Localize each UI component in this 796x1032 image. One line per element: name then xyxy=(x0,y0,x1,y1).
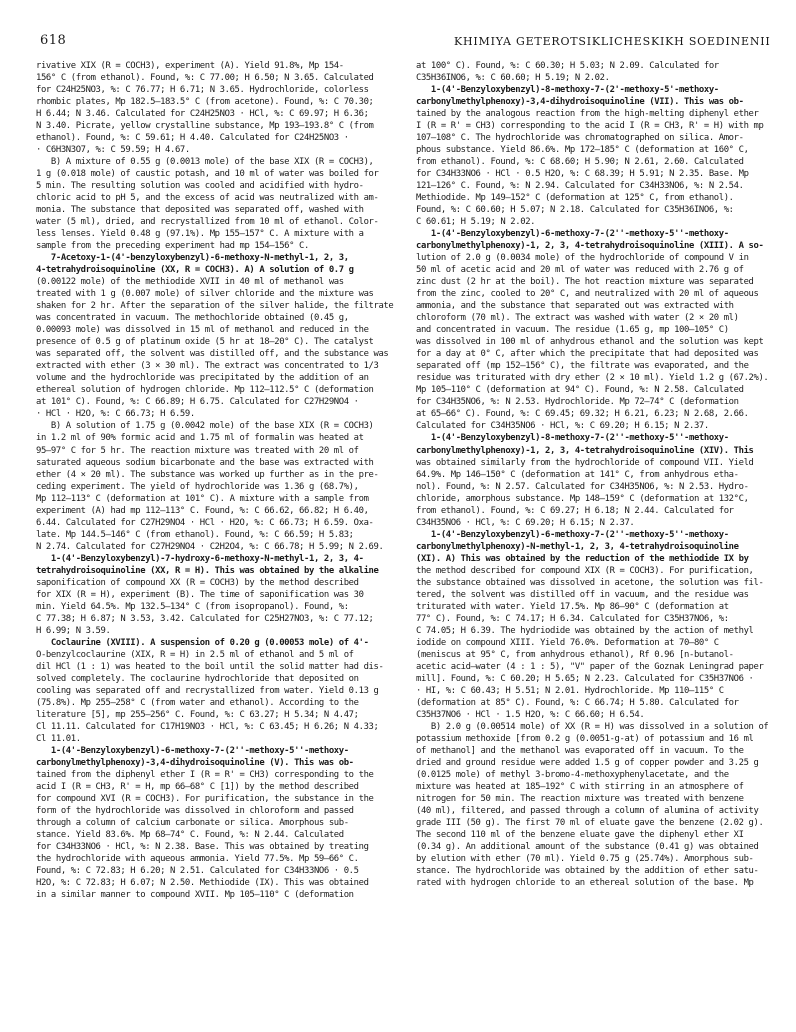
text-line: (40 ml), filtered, and passed through a column of alumina of activity xyxy=(416,805,759,816)
text-line: from the zinc, cooled to 20° C, and neutralized with 20 ml of aqueous xyxy=(416,289,759,300)
text-line: triturated with water. Yield 17.5%. Mp 86–90° C (deformation at xyxy=(416,601,729,612)
text-line: and concentrated in vacuum. The residue (1.65 g, mp 100–105° C) xyxy=(416,325,729,336)
text-line: Calculated for C34H35NO6 · HCl, %: C 69.20; H 6.15; N 2.37. xyxy=(416,421,709,432)
text-line: treated with 1 g (0.007 mole) of silver chloride and the mixture was xyxy=(36,289,374,300)
text-line: was obtained similarly from the hydrochloride of compound VII. Yield xyxy=(416,457,754,468)
text-line: C34H35NO6 · HCl, %: C 69.20; H 6.15; N 2.37. xyxy=(416,517,635,528)
text-line: carbonylmethylphenoxy)-3,4-dihydroisoquinoline (V). This was ob- xyxy=(36,757,354,768)
text-line: C 74.05; H 6.39. The hydriodide was obtained by the action of methyl xyxy=(416,625,754,636)
text-line: Found, %: C 72.83; H 6.20; N 2.51. Calculated for C34H33NO6 · 0.5 xyxy=(36,866,359,877)
text-line: by elution with ether (70 ml). Yield 0.75 g (25.74%). Amorphous sub- xyxy=(416,854,754,865)
text-line: The second 110 ml of the benzene eluate gave the diphenyl ether XI xyxy=(416,830,744,840)
text-line: C35H36INO6, %: C 60.60; H 5.19; N 2.02. xyxy=(416,73,610,84)
text-line: 4-tetrahydroisoquinoline (XX, R = COCH3). A) A solution of 0.7 g xyxy=(36,265,354,276)
text-line: mill]. Found, %: C 60.20; H 5.65; N 2.23. Calculated for C35H37NO6 · xyxy=(416,673,754,684)
text-line: rated with hydrogen chloride to an ethereal solution of the base. Mp xyxy=(416,878,754,889)
text-line: N 3.40. Picrate, yellow crystalline substance, Mp 193–193.8° C (from xyxy=(36,121,374,132)
page-number: 618 xyxy=(40,33,67,48)
text-line: residue was triturated with dry ether (2 × 10 ml). Yield 1.2 g (67.2%). xyxy=(416,373,769,384)
text-line: ammonia, and the substance that separated out was extracted with xyxy=(416,301,734,312)
text-line: in a similar manner to compound XVII. Mp 105–110° C (deformation xyxy=(36,890,354,901)
text-line: H 6.99; N 3.59. xyxy=(36,625,111,636)
text-line: dil HCl (1 : 1) was heated to the boil until the solid matter had dis- xyxy=(36,661,384,672)
text-line: carbonylmethylphenoxy)-1, 2, 3, 4-tetrahydroisoquinoline (XIV). This xyxy=(416,445,754,456)
text-line: carbonylmethylphenoxy)-N-methyl-1, 2, 3, 4-tetrahydroisoquinoline xyxy=(416,541,739,552)
text-line: for C24H25NO3, %: C 76.77; H 6.71; N 3.65. Hydrochloride, colorless xyxy=(36,85,369,96)
text-line: 1-(4'-Benzyloxybenzyl)-6-methoxy-7-(2''-methoxy-5''-methoxy- xyxy=(36,745,349,756)
text-line: (deformation at 85° C). Found, %: C 66.74; H 5.80. Calculated for xyxy=(416,697,739,708)
text-line: B) A mixture of 0.55 g (0.0013 mole) of the base XIX (R = COCH3), xyxy=(36,157,374,168)
text-line: at 65–66° C). Found, %: C 69.45; 69.32; H 6.21, 6.23; N 2.68, 2.66. xyxy=(416,409,749,420)
text-line: in 1.2 ml of 90% formic acid and 1.75 ml of formalin was heated at xyxy=(36,433,364,444)
text-line: min. Yield 64.5%. Mp 132.5–134° C (from isopropanol). Found, %: xyxy=(36,601,349,612)
text-line: iodide on compound XIII. Yield 76.0%. Deformation at 70–80° C xyxy=(416,637,719,648)
text-line: 50 ml of acetic acid and 20 ml of water was reduced with 2.76 g of xyxy=(416,265,744,276)
text-line: the hydrochloride with aqueous ammonia. Yield 77.5%. Mp 59–66° C. xyxy=(36,854,359,865)
text-line: from ethanol). Found, %: C 69.27; H 6.18; N 2.44. Calculated for xyxy=(416,505,734,516)
text-line: chloroform (70 ml). The extract was washed with water (2 × 20 ml) xyxy=(416,313,739,324)
text-line: experiment (A) had mp 112–113° C. Found, %: C 66.62, 66.82; H 6.40, xyxy=(36,505,369,516)
text-line: water (5 ml), dried, and recrystallized from 10 ml of ethanol. Color- xyxy=(36,217,379,228)
text-line: Found, %: C 60.60; H 5.07; N 2.18. Calculated for C35H36INO6, %: xyxy=(416,205,734,216)
text-line: · HI, %: C 60.43; H 5.51; N 2.01. Hydrochloride. Mp 110–115° C xyxy=(416,685,724,696)
text-line: Cl 11.01. xyxy=(36,733,81,744)
text-line: form of the hydrochloride was dissolved in chloroform and passed xyxy=(36,805,354,816)
text-line: from ethanol). Found, %: C 68.60; H 5.90; N 2.61, 2.60. Calculated xyxy=(416,157,744,168)
text-line: for compound XVI (R = COCH3). For purification, the substance in the xyxy=(36,793,374,804)
text-line: tained by the analogous reaction from the high-melting diphenyl ether xyxy=(416,109,759,120)
text-line: cooling was separated off and recrystallized from water. Yield 0.13 g xyxy=(36,685,379,696)
text-line: 107–108° C. The hydrochloride was chromatographed on silica. Amor- xyxy=(416,133,744,144)
text-line: ethanol). Found, %: C 59.61; H 4.40. Calculated for C24H25NO3 · xyxy=(36,133,349,144)
text-line: 121–126° C. Found, %: N 2.94. Calculated for C34H33NO6, %: N 2.54. xyxy=(416,181,744,192)
text-line: Mp 105–110° C (deformation at 94° C). Found, %: N 2.58. Calculated xyxy=(416,385,744,396)
text-line: solved completely. The coclaurine hydrochloride that deposited on xyxy=(36,673,359,684)
text-line: (0.34 g). An additional amount of the substance (0.41 g) was obtained xyxy=(416,842,759,853)
text-line: the substance obtained was dissolved in acetone, the solution was fil- xyxy=(416,577,764,588)
text-line: literature [5], mp 255–256° C. Found, %: C 63.27; H 5.34; N 4.47; xyxy=(36,709,359,720)
text-line: late. Mp 144.5–146° C (from ethanol). Found, %: C 66.59; H 5.83; xyxy=(36,529,354,540)
text-line: 0.00093 mole) was dissolved in 15 ml of methanol and reduced in the xyxy=(36,325,369,336)
text-line: (meniscus at 95° C, from anhydrous ethanol), Rf 0.96 [n-butanol- xyxy=(416,649,734,660)
text-line: acid I (R = CH3, R' = H, mp 66–68° C [1]) by the method described xyxy=(36,781,359,792)
text-line: I (R = R' = CH3) corresponding to the acid I (R = CH3, R' = H) with mp xyxy=(416,121,764,132)
text-line: zinc dust (2 hr at the boil). The hot reaction mixture was separated xyxy=(416,277,754,288)
text-line: at 100° C). Found, %: C 60.30; H 5.03; N 2.09. Calculated for xyxy=(416,61,719,71)
text-line: H2O, %: C 72.83; H 6.07; N 2.50. Methiodide (IX). This was obtained xyxy=(36,878,369,889)
text-line: nitrogen for 50 min. The reaction mixture was treated with benzene xyxy=(416,793,744,804)
text-line: 77° C). Found, %: C 74.17; H 6.34. Calculated for C35H37NO6, %: xyxy=(416,613,729,624)
text-line: monia. The substance that deposited was separated off, washed with xyxy=(36,205,364,216)
text-line: 1-(4'-Benzyloxybenzyl)-7-hydroxy-6-methoxy-N-methyl-1, 2, 3, 4- xyxy=(36,553,364,564)
text-line: ether (4 × 20 ml). The substance was worked up further as in the pre- xyxy=(36,469,379,480)
text-line: (XI). A) This was obtained by the reduction of the methiodide IX by xyxy=(416,553,749,564)
text-line: B) A solution of 1.75 g (0.0042 mole) of the base XIX (R = COCH3) xyxy=(36,421,374,432)
text-line: ethereal solution of hydrogen chloride. Mp 112–112.5° C (deformation xyxy=(36,385,374,396)
text-line: saturated aqueous sodium bicarbonate and the base was extracted with xyxy=(36,457,374,468)
text-line: ceding experiment. The yield of hydrochloride was 1.36 g (68.7%), xyxy=(36,481,359,492)
text-line: H 6.44; N 3.46. Calculated for C24H25NO3 · HCl, %: C 69.97; H 6.36; xyxy=(36,109,369,120)
text-line: of methanol] and the methanol was evaporated off in vacuum. To the xyxy=(416,745,744,756)
text-line: nol). Found, %: N 2.57. Calculated for C34H35NO6, %: N 2.53. Hydro- xyxy=(416,481,749,492)
text-line: acetic acid–water (4 : 1 : 5), "V" paper of the Goznak Leningrad paper xyxy=(416,661,764,672)
text-line: 156° C (from ethanol). Found, %: C 77.00; H 6.50; N 3.65. Calculated xyxy=(36,73,374,84)
text-line: · HCl · H2O, %: C 66.73; H 6.59. xyxy=(36,409,195,420)
left-text-column xyxy=(36,60,402,901)
text-line: · C6H3N3O7, %: C 59.59; H 4.67. xyxy=(36,145,190,156)
text-line: Methiodide. Mp 149–152° C (deformation at 125° C, from ethanol). xyxy=(416,193,734,204)
right-text-column xyxy=(416,60,782,889)
text-line: sample from the preceding experiment had mp 154–156° C. xyxy=(36,241,309,252)
text-line: 64.9%. Mp 146–150° C (deformation at 141° C, from anhydrous etha- xyxy=(416,469,739,480)
text-line: through a column of calcium carbonate or silica. Amorphous sub- xyxy=(36,817,349,828)
text-line: grade III (50 g). The first 70 ml of eluate gave the benzene (2.02 g). xyxy=(416,817,764,828)
text-line: for a day at 0° C, after which the precipitate that had deposited was xyxy=(416,349,759,360)
text-line: C 60.61; H 5.19; N 2.02. xyxy=(416,217,536,228)
text-line: 1-(4'-Benzyloxybenzyl)-6-methoxy-7-(2''-methoxy-5''-methoxy- xyxy=(416,529,729,540)
journal-title: KHIMIYA GETEROTSIKLICHESKIKH SOEDINENII xyxy=(454,35,771,48)
text-line: lution of 2.0 g (0.0034 mole) of the hydrochloride of compound V in xyxy=(416,253,749,264)
text-line: phous substance. Yield 86.6%. Mp 172–185° C (deformation at 160° C, xyxy=(416,145,749,156)
text-line: presence of 0.5 g of platinum oxide (5 hr at 18–20° C). The catalyst xyxy=(36,337,374,348)
text-line: 7-Acetoxy-1-(4'-benzyloxybenzyl)-6-methoxy-N-methyl-1, 2, 3, xyxy=(36,253,349,264)
text-line: 5 min. The resulting solution was cooled and acidified with hydro- xyxy=(36,181,364,192)
text-line: Coclaurine (XVIII). A suspension of 0.20 g (0.00053 mole) of 4'- xyxy=(36,637,369,648)
text-line: (0.00122 mole) of the methiodide XVII in 40 ml of methanol was xyxy=(36,277,344,288)
text-line: stance. Yield 83.6%. Mp 68–74° C. Found, %: N 2.44. Calculated xyxy=(36,830,344,840)
text-line: was separated off, the solvent was distilled off, and the substance was xyxy=(36,349,389,360)
text-line: for XIX (R = H), experiment (B). The time of saponification was 30 xyxy=(36,589,364,600)
text-line: 1 g (0.018 mole) of caustic potash, and 10 ml of water was boiled for xyxy=(36,169,379,180)
text-line: (0.0125 mole) of methyl 3-bromo-4-methoxyphenylacetate, and the xyxy=(416,769,729,780)
text-line: 1-(4'-Benzyloxybenzyl)-8-methoxy-7-(2'-methoxy-5'-methoxy- xyxy=(416,85,719,96)
text-line: (75.8%). Mp 255–258° C (from water and ethanol). According to the xyxy=(36,697,359,708)
text-line: rhombic plates, Mp 182.5–183.5° C (from acetone). Found, %: C 70.30; xyxy=(36,97,374,108)
text-line: extracted with ether (3 × 30 ml). The extract was concentrated to 1/3 xyxy=(36,361,379,372)
text-line: for C34H35NO6, %: N 2.53. Hydrochloride. Mp 72–74° C (deformation xyxy=(416,397,739,408)
text-line: O-benzylcoclaurine (XIX, R = H) in 2.5 ml of ethanol and 5 ml of xyxy=(36,649,354,660)
text-line: chloride, amorphous substance. Mp 148–159° C (deformation at 132°C, xyxy=(416,493,749,504)
text-line: chloric acid to pH 5, and the excess of acid was neutralized with am- xyxy=(36,193,379,204)
text-line: shaken for 2 hr. After the separation of the silver halide, the filtrate xyxy=(36,301,394,312)
text-line: carbonylmethylphenoxy)-1, 2, 3, 4-tetrahydroisoquinoline (XIII). A so- xyxy=(416,241,764,252)
text-line: 1-(4'-Benzyloxybenzyl)-6-methoxy-7-(2''-methoxy-5''-methoxy- xyxy=(416,229,729,240)
text-line: for C34H33NO6 · HCl, %: N 2.38. Base. This was obtained by treating xyxy=(36,842,369,853)
text-line: potassium methoxide [from 0.2 g (0.0051-g-at) of potassium and 16 ml xyxy=(416,733,754,744)
text-line: was concentrated in vacuum. The methochloride obtained (0.45 g, xyxy=(36,313,349,324)
text-line: tained from the diphenyl ether I (R = R' = CH3) corresponding to the xyxy=(36,769,374,780)
text-line: 95–97° C for 5 hr. The reaction mixture was treated with 20 ml of xyxy=(36,445,359,456)
text-line: tetrahydroisoquinoline (XX, R = H). This was obtained by the alkaline xyxy=(36,565,379,576)
text-line: stance. The hydrochloride was obtained by the addition of ether satu- xyxy=(416,866,759,877)
text-line: tered, the solvent was distilled off in vacuum, and the residue was xyxy=(416,589,749,600)
text-line: 6.44. Calculated for C27H29NO4 · HCl · H2O, %: C 66.73; H 6.59. Oxa- xyxy=(36,517,374,528)
text-line: Mp 112–113° C (deformation at 101° C). A mixture with a sample from xyxy=(36,493,369,504)
text-line: less lenses. Yield 0.48 g (97.1%). Mp 155–157° C. A mixture with a xyxy=(36,229,364,240)
text-line: N 2.74. Calculated for C27H29NO4 · C2H2O4, %: C 66.78; H 5.99; N 2.69. xyxy=(36,541,384,552)
text-line: at 101° C). Found, %: C 66.89; H 6.75. Calculated for C27H29NO4 · xyxy=(36,397,359,408)
text-line: volume and the hydrochloride was precipitated by the addition of an xyxy=(36,373,369,384)
text-line: Cl 11.11. Calculated for C17H19NO3 · HCl, %: C 63.45; H 6.26; N 4.33; xyxy=(36,721,379,732)
text-line: carbonylmethylphenoxy)-3,4-dihydroisoquinoline (VII). This was ob- xyxy=(416,97,744,108)
text-line: C 77.38; H 6.87; N 3.53, 3.42. Calculated for C25H27NO3, %: C 77.12; xyxy=(36,613,374,624)
text-line: separated off (mp 152–156° C), the filtrate was evaporated, and the xyxy=(416,361,749,372)
text-line: was dissolved in 100 ml of anhydrous ethanol and the solution was kept xyxy=(416,337,764,348)
text-line: mixture was heated at 185–192° C with stirring in an atmosphere of xyxy=(416,781,744,792)
text-line: the method described for compound XIX (R = COCH3). For purification, xyxy=(416,565,754,576)
text-line: saponification of compound XX (R = COCH3) by the method described xyxy=(36,577,359,588)
text-line: rivative XIX (R = COCH3), experiment (A). Yield 91.8%, Mp 154- xyxy=(36,61,344,71)
text-line: dried and ground residue were added 1.5 g of copper powder and 3.25 g xyxy=(416,757,759,768)
text-line: 1-(4'-Benzyloxybenzyl)-8-methoxy-7-(2''-methoxy-5''-methoxy- xyxy=(416,433,729,444)
text-line: for C34H33NO6 · HCl · 0.5 H2O, %: C 68.39; H 5.91; N 2.35. Base. Mp xyxy=(416,169,749,180)
text-line: B) 2.0 g (0.00514 mole) of XX (R = H) was dissolved in a solution of xyxy=(416,721,769,732)
text-line: C35H37NO6 · HCl · 1.5 H2O, %: C 66.60; H 6.54. xyxy=(416,709,645,720)
